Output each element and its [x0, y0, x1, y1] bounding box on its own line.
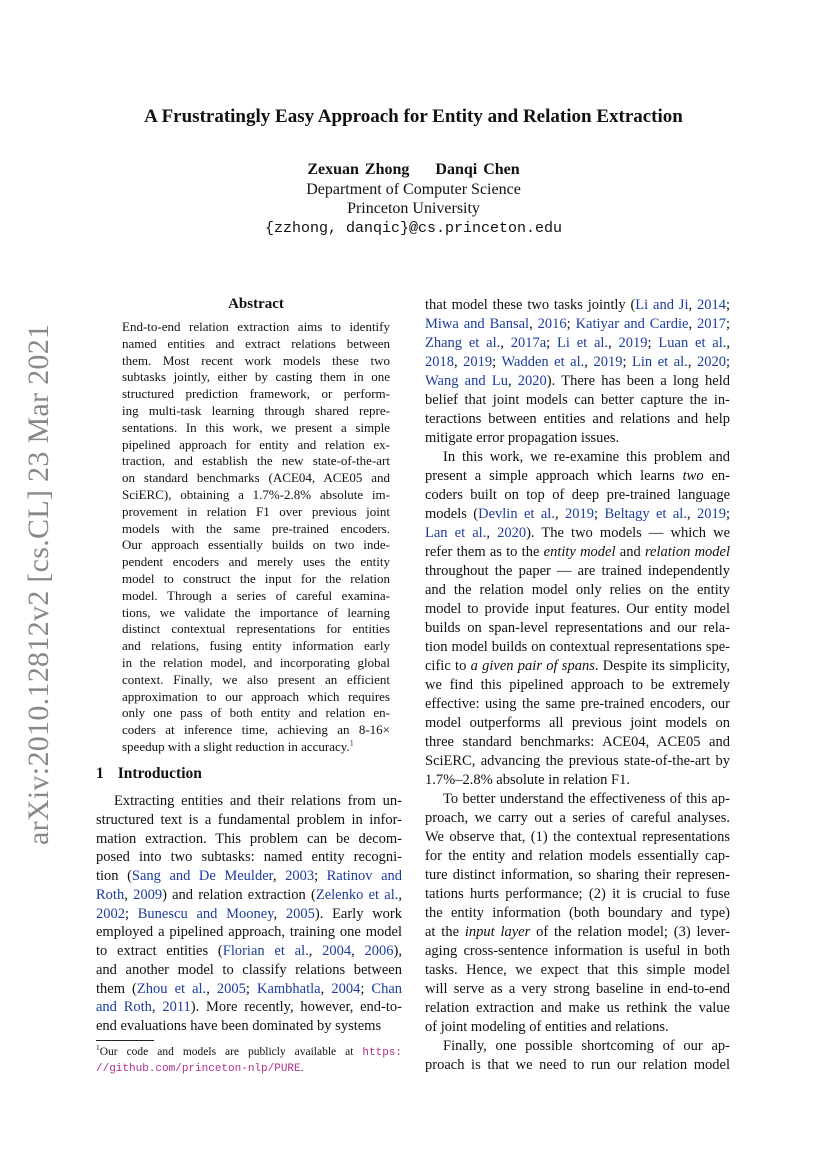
text-line: [122, 655, 390, 672]
citation-link[interactable]: and Roth: [96, 999, 152, 1016]
text-run: ,: [272, 868, 286, 884]
text-run: ;: [726, 316, 731, 332]
citation-link[interactable]: 2019: [463, 354, 493, 370]
text-run: ,: [454, 354, 464, 370]
text-line: [122, 353, 390, 370]
text-line: [96, 1045, 402, 1061]
text-run: tion model builds on contextual representations spe-: [425, 639, 730, 655]
text-run: and the relation model only relies on the entity: [425, 582, 730, 598]
text-run: ). There has been a long held: [546, 373, 730, 389]
citation-link[interactable]: 2019: [618, 335, 648, 351]
text-run: sentations. In this work, we present a simple: [122, 419, 390, 435]
citation-link[interactable]: 2002: [96, 905, 125, 922]
text-run: builds on span-level representations and our rela-: [425, 620, 730, 636]
text-run: employed a pipelined approach, training one model: [96, 924, 402, 941]
citation-link[interactable]: Bunescu and Mooney: [137, 905, 274, 922]
text-run: ;: [647, 335, 659, 351]
text-line: [122, 621, 390, 638]
text-line: [122, 739, 390, 756]
text-run: ,: [206, 980, 217, 997]
text-line: [425, 847, 730, 866]
section-number: 1: [96, 765, 104, 782]
text-run: ,: [500, 335, 511, 351]
text-run: ,: [726, 335, 731, 351]
text-run: proach, we carry out a series of careful analyses.: [425, 810, 730, 826]
text-line: [425, 562, 730, 581]
text-line: [425, 999, 730, 1018]
text-run: en-: [703, 468, 731, 484]
text-line: [96, 980, 402, 999]
text-line: [122, 487, 390, 504]
text-run: will serve as a very strong baseline in end-to-end: [425, 981, 730, 997]
text-run: teractions between entities and relations and help: [425, 411, 730, 427]
text-line: [122, 638, 390, 655]
text-line: [425, 923, 730, 942]
text-line: [425, 790, 730, 809]
text-run: ,: [688, 316, 697, 332]
author-list: [0, 161, 827, 179]
text-line: [96, 1017, 402, 1036]
text-run: ;: [125, 905, 138, 922]
url-link[interactable]: //github.com/princeton-nlp/PURE: [96, 1063, 301, 1075]
text-run: Our code and models are publicly available at: [99, 1046, 363, 1058]
citation-link[interactable]: 2020: [497, 525, 527, 541]
text-line: [425, 638, 730, 657]
text-line: [425, 296, 730, 315]
text-line: [425, 505, 730, 524]
text-run: proach is that we need to run our relation model: [425, 1057, 730, 1073]
text-line: [122, 420, 390, 437]
text-run: ,: [273, 905, 286, 922]
text-run: belief that joint models can better capture the in-: [425, 392, 730, 408]
text-line: [96, 923, 402, 942]
text-run: at the: [425, 924, 465, 940]
text-run: ,: [320, 980, 332, 997]
text-run: pipelined approach for entity and relation ex-: [122, 436, 390, 452]
text-run: ,: [124, 886, 134, 903]
text-run: ;: [314, 868, 327, 884]
text-run: ,: [529, 316, 538, 332]
text-line: [96, 1061, 402, 1077]
citation-link[interactable]: Kambhatla: [256, 980, 321, 997]
text-line: [425, 334, 730, 353]
text-line: [425, 866, 730, 885]
text-line: [122, 470, 390, 487]
citation-link[interactable]: Wang and Lu: [425, 373, 508, 389]
citation-link[interactable]: Ratinov and: [326, 868, 403, 884]
footnote-marker: 1: [96, 1043, 100, 1053]
text-run: of the relation model; (3) lever-: [530, 924, 730, 940]
citation-link[interactable]: Luan et al.: [658, 335, 727, 351]
text-run: only one pass of both entity and relation en-: [122, 705, 390, 721]
text-run: tasks. Hence, we expect that this simple model: [425, 962, 730, 978]
text-run: posed into two subtasks: named entity recogni-: [96, 849, 402, 866]
citation-link[interactable]: 2016: [537, 316, 567, 332]
text-run: ;: [726, 506, 731, 522]
citation-link[interactable]: Devlin et al.: [478, 506, 555, 522]
right-column-body: [425, 296, 730, 1075]
abstract-body: [122, 319, 390, 756]
text-run: subtasks jointly, either by casting them in one: [122, 369, 390, 385]
text-line: [425, 771, 730, 790]
text-line: [425, 961, 730, 980]
citation-link[interactable]: Zelenko et al.: [315, 886, 399, 903]
text-run: ) and relation extraction (: [162, 886, 316, 903]
text-run: End-to-end relation extraction aims to identify: [122, 319, 390, 334]
text-run: ,: [608, 335, 619, 351]
text-run: of joint modeling of entities and relations.: [425, 1019, 669, 1035]
text-run: them. Most recent work models these two: [122, 352, 390, 368]
text-line: [122, 386, 390, 403]
text-run: to extract entities (: [96, 943, 223, 959]
citation-link[interactable]: Katiyar and Cardie: [575, 316, 689, 332]
text-run: ,: [151, 999, 163, 1016]
text-run: named entities and extract relations between: [122, 335, 390, 351]
text-run: ing multi-task learning through shared repre-: [122, 402, 390, 418]
text-run: ;: [622, 354, 633, 370]
text-run: and another model to classify relations between: [96, 961, 402, 978]
text-run: ,: [687, 354, 697, 370]
citation-link[interactable]: Li and Ji: [635, 297, 689, 313]
text-run: relation extraction and make us rethink the value: [425, 1000, 730, 1016]
text-run: ,: [398, 886, 402, 903]
author-name: Zexuan Zhong: [307, 161, 410, 178]
text-line: [425, 809, 730, 828]
text-run: cific to: [425, 658, 471, 674]
citation-link[interactable]: Lan et al.: [425, 525, 487, 541]
citation-link[interactable]: 2014: [696, 297, 726, 313]
text-line: [122, 504, 390, 521]
text-line: [122, 588, 390, 605]
affiliation-university: Princeton University: [347, 200, 480, 217]
emphasis-text: relation model: [644, 544, 731, 560]
text-line: [122, 336, 390, 353]
text-run: effective: using the same pre-trained encoders, our: [425, 696, 730, 712]
text-run: speedup with a slight reduction in accuracy.: [122, 738, 350, 754]
text-run: ,: [308, 943, 323, 959]
arxiv-identifier-stamp: arXiv:2010.12812v2 [cs.CL] 23 Mar 2021: [22, 323, 55, 845]
footnote: [96, 1045, 402, 1077]
text-line: [122, 722, 390, 739]
text-line: [425, 828, 730, 847]
affiliation-department: Department of Computer Science: [306, 181, 521, 198]
text-line: [425, 733, 730, 752]
text-run: SciERC), obtaining a 1.7%-2.8% absolute im-: [122, 486, 390, 502]
text-line: [425, 1018, 730, 1037]
text-run: ;: [725, 354, 731, 370]
text-line: [122, 521, 390, 538]
citation-link[interactable]: Beltagy et al.: [604, 506, 687, 522]
text-run: coders at inference time, achieving an 8-16×: [122, 722, 390, 738]
citation-link[interactable]: Roth: [96, 886, 125, 903]
text-line: [425, 543, 730, 562]
text-run: Our approach essentially builds on two inde-: [122, 537, 390, 553]
citation-link[interactable]: 2020: [517, 373, 547, 389]
text-run: structured text is a fundamental problem in infor-: [96, 811, 402, 828]
text-line: [122, 537, 390, 554]
text-run: SciERC, advancing the previous state-of-the-art by: [425, 753, 730, 769]
text-line: [425, 904, 730, 923]
text-line: [425, 353, 730, 372]
citation-link[interactable]: Sang and De Meulder: [131, 868, 273, 884]
text-line: [96, 961, 402, 980]
text-line: [122, 319, 390, 336]
text-run: ). The two models — which we: [526, 525, 731, 541]
citation-link[interactable]: 2004: [322, 943, 352, 959]
text-line: [425, 676, 730, 695]
text-run: present a simple approach which learns: [425, 468, 683, 484]
citation-link[interactable]: 2006: [364, 943, 394, 959]
citation-link[interactable]: 2017a: [510, 335, 547, 351]
text-run: traction, and establish the new state-of-the-art: [122, 453, 390, 469]
text-run: Extracting entities and their relations from un-: [114, 793, 402, 809]
text-run: them (: [96, 980, 137, 997]
text-run: ). Early work: [314, 905, 403, 922]
text-run: We observe that, (1) the contextual representations: [425, 829, 730, 845]
text-run: throughout the paper — are trained independently: [425, 563, 730, 579]
text-run: In this work, we re-examine this problem and: [443, 449, 730, 465]
text-run: To better understand the effectiveness of this ap-: [443, 791, 730, 807]
emphasis-text: entity model: [543, 544, 616, 560]
citation-link[interactable]: 2004: [331, 980, 361, 997]
text-run: we find this pipelined approach to be extremely: [425, 677, 730, 693]
citation-link[interactable]: 2005: [216, 980, 246, 997]
text-line: [425, 372, 730, 391]
citation-link[interactable]: 2018: [425, 354, 454, 370]
citation-link[interactable]: Florian et al.: [222, 943, 309, 959]
citation-link[interactable]: 2003: [285, 868, 315, 884]
introduction-body: [96, 792, 402, 1036]
citation-link[interactable]: Wadden et al.: [501, 354, 585, 370]
paper-title: A Frustratingly Easy Approach for Entity and Relation Extraction: [144, 106, 683, 127]
citation-link[interactable]: 2019: [565, 506, 595, 522]
text-line: [425, 429, 730, 448]
text-run: .: [300, 1062, 304, 1074]
text-line: [122, 705, 390, 722]
text-run: tion (: [96, 868, 132, 884]
text-run: model to construct the input for the relation: [122, 570, 390, 586]
text-line: [122, 605, 390, 622]
citation-link[interactable]: Miwa and Bansal: [425, 316, 530, 332]
citation-link[interactable]: 2005: [285, 905, 315, 922]
text-run: tations hurts performance; (2) it is crucial to fuse: [425, 886, 730, 902]
citation-link[interactable]: 2017: [697, 316, 726, 332]
text-line: [425, 410, 730, 429]
text-run: ;: [594, 506, 605, 522]
author-name: Danqi Chen: [435, 161, 520, 178]
text-line: [425, 942, 730, 961]
text-line: [425, 619, 730, 638]
text-run: model. Through a series of careful examina-: [122, 587, 390, 603]
text-run: models (: [425, 506, 479, 522]
text-line: [96, 811, 402, 830]
text-run: for the entity and relation models essentially cap-: [425, 848, 730, 864]
text-line: [425, 752, 730, 771]
text-run: refer them as to the: [425, 544, 544, 560]
section-heading-introduction: [96, 765, 202, 783]
citation-link[interactable]: 2020: [696, 354, 726, 370]
text-run: provement in relation F1 over previous joint: [122, 503, 390, 519]
text-line: [425, 1056, 730, 1075]
text-line: [425, 657, 730, 676]
text-line: [425, 980, 730, 999]
text-line: [122, 689, 390, 706]
text-run: ),: [393, 943, 403, 959]
text-run: ,: [686, 506, 697, 522]
text-run: three standard benchmarks: ACE04, ACE05 and: [425, 734, 730, 750]
text-run: mitigate error propagation issues.: [425, 430, 620, 446]
url-link[interactable]: https:: [362, 1047, 402, 1059]
text-run: ;: [360, 980, 372, 997]
author-email: {zzhong, danqic}@cs.princeton.edu: [264, 220, 563, 237]
text-line: [122, 403, 390, 420]
text-run: . Despite its simplicity,: [594, 658, 730, 674]
text-line: [96, 792, 402, 811]
text-run: and: [615, 544, 645, 560]
text-run: approximation to our approach which requires: [122, 688, 390, 704]
citation-link[interactable]: 2011: [162, 999, 191, 1016]
text-run: ;: [546, 335, 557, 351]
text-run: ;: [725, 297, 730, 313]
text-run: pendent encoders and merely uses the entity: [122, 554, 390, 570]
text-line: [96, 830, 402, 849]
text-run: that model these two tasks jointly (: [425, 297, 636, 313]
text-run: the entity information (both boundary and type): [425, 905, 730, 921]
text-run: model to provide input features. Our entity model: [425, 601, 730, 617]
text-line: [122, 453, 390, 470]
citation-link[interactable]: Li et al.: [557, 335, 609, 351]
text-line: [425, 600, 730, 619]
citation-link[interactable]: 2019: [593, 354, 623, 370]
section-title: Introduction: [117, 765, 202, 782]
text-run: Finally, one possible shortcoming of our ap-: [443, 1038, 730, 1054]
text-line: [425, 467, 730, 486]
text-line: [425, 1037, 730, 1056]
text-run: aging cross-sentence information is useful in both: [425, 943, 730, 959]
citation-link[interactable]: 2019: [697, 506, 726, 522]
citation-link[interactable]: Zhang et al.: [425, 335, 501, 351]
citation-link[interactable]: 2009: [133, 886, 163, 903]
text-run: ,: [486, 525, 498, 541]
text-line: [122, 369, 390, 386]
text-run: ,: [351, 943, 365, 959]
text-line: [425, 714, 730, 733]
citation-link[interactable]: Chan: [371, 980, 403, 997]
emphasis-text: two: [682, 468, 704, 484]
text-line: [425, 524, 730, 543]
emphasis-text: a given pair of spans: [470, 658, 595, 674]
text-line: [96, 905, 402, 924]
text-line: [425, 486, 730, 505]
text-run: mation extraction. This problem can be decom-: [96, 830, 402, 847]
text-line: [122, 554, 390, 571]
emphasis-text: input layer: [464, 924, 531, 940]
text-line: [425, 391, 730, 410]
text-run: tions, we validate the importance of learning: [122, 604, 390, 620]
citation-link[interactable]: Lin et al.: [632, 354, 688, 370]
text-run: structured prediction framework, or perform-: [122, 386, 390, 402]
text-line: [122, 672, 390, 689]
text-line: [96, 848, 402, 867]
text-run: models with the same pre-trained encoders.: [122, 520, 390, 536]
text-run: 1.7%–2.8% absolute in relation F1.: [425, 772, 630, 788]
text-run: context. Finally, we also present an efficient: [122, 671, 390, 687]
text-run: in the relation model, and incorporating global: [122, 654, 390, 670]
text-line: [425, 581, 730, 600]
text-run: and relations, fusing entity information early: [122, 638, 390, 654]
text-line: [425, 315, 730, 334]
text-line: [96, 942, 402, 961]
text-line: [425, 695, 730, 714]
footnote-divider: [96, 1040, 154, 1041]
abstract-heading: Abstract: [228, 296, 284, 312]
text-run: ture distinct information, so sharing their represen-: [425, 867, 730, 883]
text-line: [425, 885, 730, 904]
text-run: model outperforms all previous joint models on: [425, 715, 730, 731]
text-run: ,: [554, 506, 566, 522]
text-run: ;: [492, 354, 502, 370]
text-run: ). More recently, however, end-to-: [190, 999, 402, 1016]
text-run: ;: [245, 980, 257, 997]
text-line: [425, 448, 730, 467]
text-run: coders built on top of deep pre-trained language: [425, 487, 730, 503]
text-line: [96, 867, 402, 886]
text-line: [96, 998, 402, 1017]
text-run: ,: [688, 297, 697, 313]
citation-link[interactable]: Zhou et al.: [136, 980, 207, 997]
text-line: [96, 886, 402, 905]
text-run: ;: [566, 316, 576, 332]
footnote-marker[interactable]: 1: [349, 737, 354, 748]
text-line: [122, 437, 390, 454]
text-line: [122, 571, 390, 588]
text-run: end evaluations have been dominated by systems: [96, 1018, 382, 1034]
text-run: distinct contextual representations for entities: [122, 621, 390, 637]
text-run: ,: [507, 373, 518, 389]
text-run: ,: [584, 354, 594, 370]
text-run: on standard benchmarks (ACE04, ACE05 and: [122, 470, 390, 486]
